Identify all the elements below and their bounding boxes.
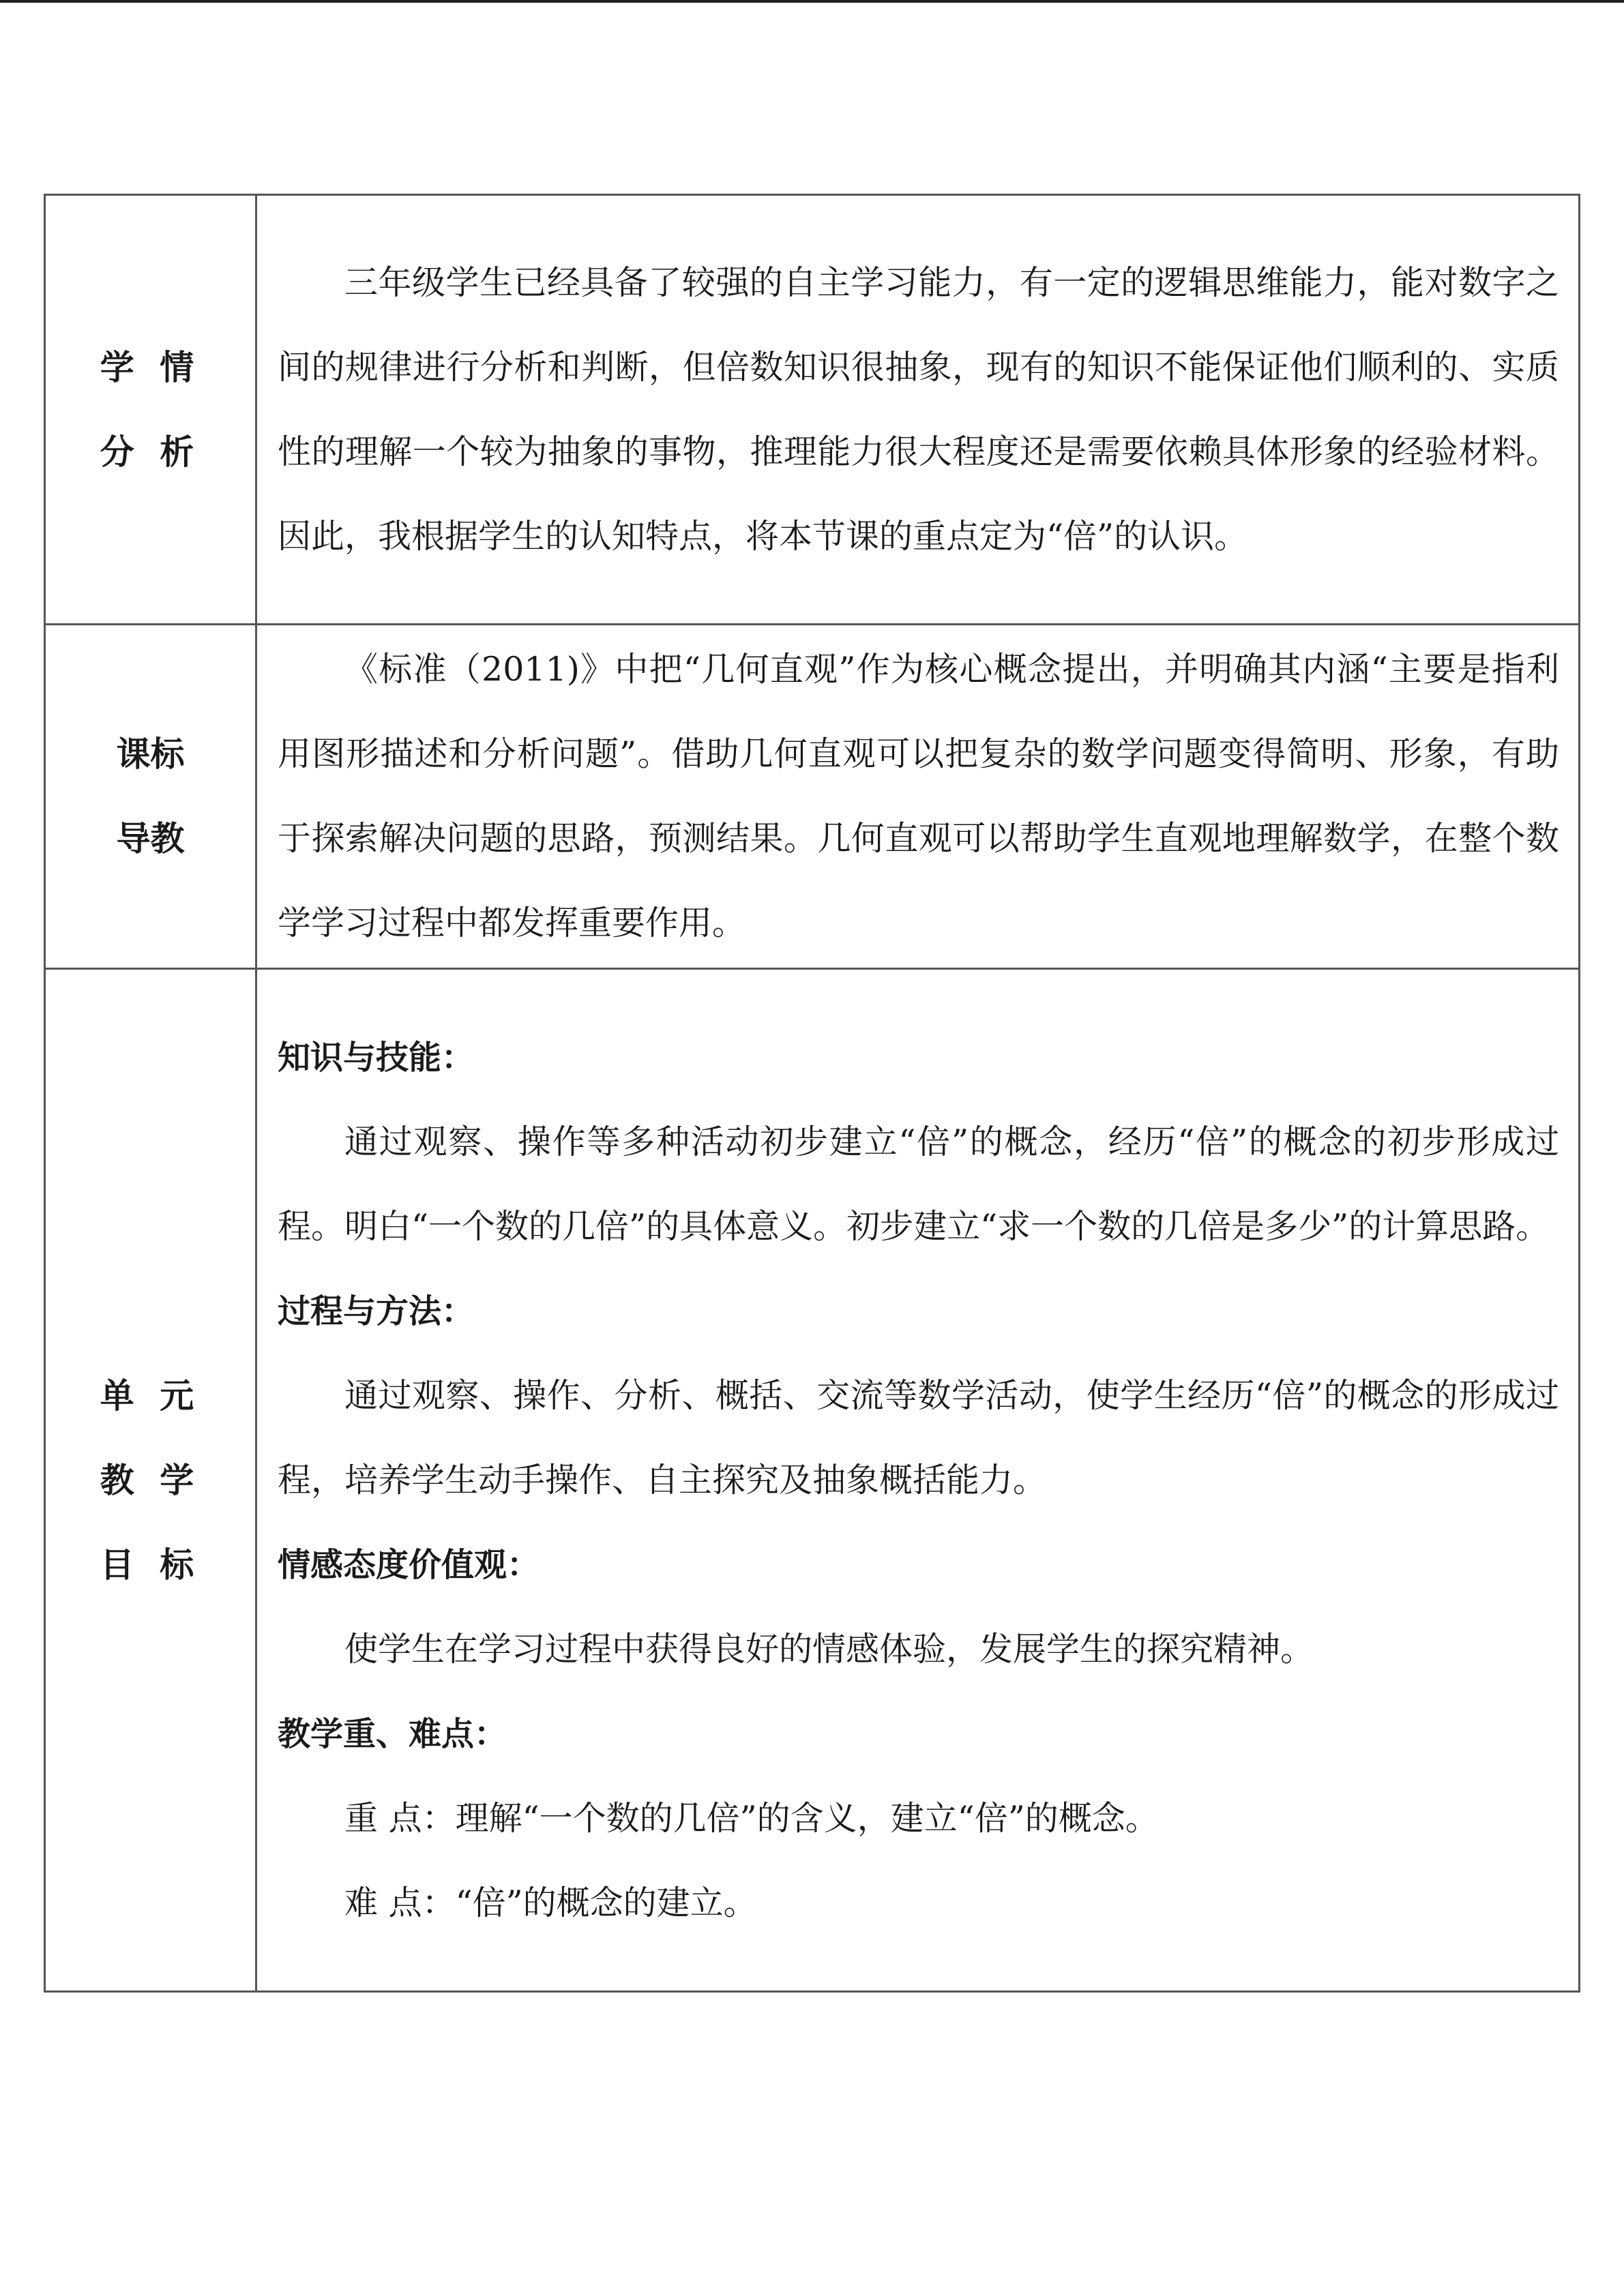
curriculum-guide-label (45, 625, 256, 969)
key-point-line: 重 点：理解“一个数的几倍”的含义，建立“倍”的概念。 (344, 1798, 1159, 1838)
emotion-values-heading: 情感态度价值观： (278, 1545, 540, 1584)
process-methods-text: 通过观察、操作、分析、概括、交流等数学活动，使学生经历“倍”的概念的形成过程，培养学生动手操作、自主探究及抽象概括能力。 (278, 1375, 1559, 1500)
unit-goals-label (45, 969, 256, 1992)
emotion-values-text: 使学生在学习过程中获得良好的情感体验，发展学生的探究精神。 (344, 1629, 1314, 1669)
unit-goals-label-line1: 单 元 (100, 1375, 201, 1416)
unit-goals-label-line3: 目 标 (100, 1545, 201, 1585)
learning-analysis-label-line2: 分 析 (100, 432, 201, 472)
knowledge-skills-heading: 知识与技能： (278, 1038, 475, 1077)
curriculum-guide-label-line2: 导教 (116, 819, 185, 859)
learning-analysis-label-line1: 学 情 (100, 347, 201, 387)
learning-analysis-text: 三年级学生已经具备了较强的自主学习能力，有一定的逻辑思维能力，能对数字之间的规律进行分析和判断，但倍数知识很抽象，现有的知识不能保证他们顺利的、实质性的理解一个较为抽象的事物，推理能力很大程度还是需要依赖具体形象的经验材料。因此，我根据学生的认知特点，将本节课的重点定为“倍”的认识。 (278, 263, 1559, 556)
unit-goals-row (45, 969, 1580, 1992)
curriculum-guide-row (45, 625, 1580, 969)
curriculum-guide-label-line1: 课标 (116, 734, 185, 774)
top-border-line (0, 0, 1624, 3)
unit-goals-content (256, 969, 1580, 1992)
lesson-plan-table (44, 194, 1580, 1993)
learning-analysis-label (45, 195, 256, 625)
curriculum-guide-content (256, 625, 1580, 969)
curriculum-guide-text: 《标准（2011)》中把“几何直观”作为核心概念提出，并明确其内涵“主要是指利用图形描述和分析问题”。借助几何直观可以把复杂的数学问题变得简明、形象，有助于探索解决问题的思路，预测结果。几何直观可以帮助学生直观地理解数学，在整个数学学习过程中都发挥重要作用。 (278, 650, 1559, 942)
knowledge-skills-text: 通过观察、操作等多种活动初步建立“倍”的概念，经历“倍”的概念的初步形成过程。明白“一个数的几倍”的具体意义。初步建立“求一个数的几倍是多少”的计算思路。 (278, 1122, 1559, 1246)
process-methods-heading: 过程与方法： (278, 1292, 475, 1330)
key-difficult-heading: 教学重、难点： (278, 1714, 507, 1753)
unit-goals-label-line2: 教 学 (100, 1460, 201, 1500)
learning-analysis-content (256, 195, 1580, 625)
difficult-point-line: 难 点：“倍”的概念的建立。 (344, 1883, 757, 1922)
learning-analysis-row (45, 195, 1580, 625)
